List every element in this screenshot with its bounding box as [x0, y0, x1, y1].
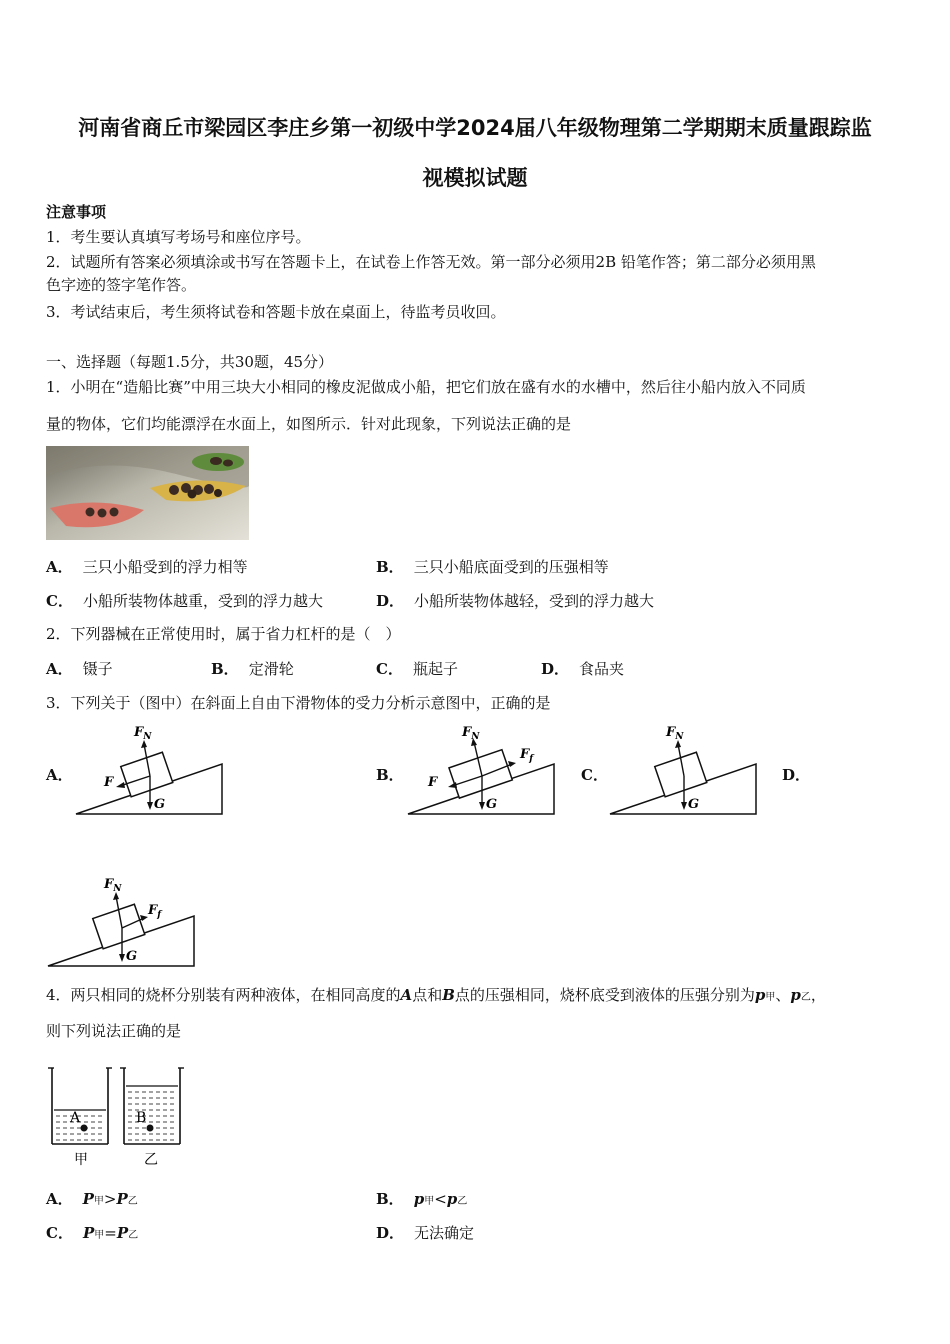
q2-stem: 2．下列器械在正常使用时，属于省力杠杆的是（ ）	[46, 625, 401, 643]
force-fn-label: F	[134, 725, 144, 740]
q2-option-a-label: A．	[46, 660, 73, 678]
q4-option-c-left: P	[82, 1224, 95, 1242]
q3-option-a-label[interactable]: A．	[46, 766, 73, 784]
force-ff-sub: f	[529, 754, 534, 764]
q4-option-a-right: P	[116, 1190, 128, 1208]
q4-option-a-left-sub: 甲	[93, 1196, 104, 1207]
svg-text:FN	[461, 725, 480, 742]
q4-option-c[interactable]	[46, 1222, 138, 1243]
svg-text:Ff	[519, 747, 535, 764]
q3-option-c-label[interactable]: C．	[581, 766, 608, 784]
force-g-label: G	[154, 797, 166, 812]
q4-option-c-right-sub: 乙	[128, 1230, 139, 1241]
q4-fig-label-yi: 乙	[144, 1152, 158, 1168]
force-g-label: G	[688, 797, 700, 812]
q1-option-c-label: C．	[46, 592, 73, 610]
q4-stem-part3: 点的压强相同，烧杯底受到液体的压强分别为	[454, 986, 755, 1004]
q4-option-c-label: C．	[46, 1224, 73, 1242]
force-ff-label: F	[148, 903, 158, 918]
q4-option-c-right: P	[116, 1224, 129, 1242]
q1-option-b[interactable]	[376, 556, 609, 577]
q4-stem-line1	[46, 985, 826, 1008]
q4-option-b[interactable]	[376, 1188, 467, 1209]
force-ff-label: F	[520, 747, 530, 762]
q1-option-c-text: 小船所装物体越重，受到的浮力越大	[82, 592, 323, 610]
q1-stem-line2: 量的物体，它们均能漂浮在水面上，如图所示．针对此现象，下列说法正确的是	[46, 415, 572, 433]
q3-stem: 3．下列关于（图中）在斜面上自由下滑物体的受力分析示意图中，正确的是	[46, 694, 551, 712]
q4-option-a-right-sub: 乙	[127, 1196, 138, 1207]
q3-option-d-label[interactable]: D．	[782, 766, 811, 784]
q2-option-b-label: B．	[211, 660, 239, 678]
q4-p-symbol: p	[790, 986, 801, 1004]
force-fn-label: F	[104, 877, 114, 892]
q4-option-d[interactable]	[376, 1222, 474, 1243]
force-fn-label: F	[462, 725, 472, 740]
q2-option-c-text: 瓶起子	[412, 660, 458, 678]
svg-text:FN	[665, 725, 684, 742]
notice-item-2a: 2．试题所有答案必须填涂或书写在答题卡上，在试卷上作答无效。第一部分必须用2B 铅笔作答；第二部分必须用黑	[46, 253, 816, 271]
svg-text:FN	[133, 725, 152, 742]
q4-option-a-label: A．	[46, 1190, 73, 1208]
q4-option-d-label: D．	[376, 1224, 405, 1242]
q4-end: ，	[810, 986, 826, 1004]
q4-stem-line2: 则下列说法正确的是	[46, 1022, 182, 1040]
q1-option-a-label: A．	[46, 558, 73, 576]
q1-option-d[interactable]	[376, 590, 654, 611]
q4-fig-label-jia: 甲	[74, 1152, 88, 1168]
q4-point-b: B	[442, 986, 455, 1004]
notice-item-2b: 色字迹的签字笔作答。	[46, 276, 197, 294]
q1-option-b-label: B．	[376, 558, 404, 576]
force-fn-sub: N	[143, 732, 152, 742]
q3-diagram-d	[46, 872, 196, 968]
q4-option-b-left-sub: 甲	[424, 1196, 435, 1207]
force-ff-sub: f	[157, 910, 162, 920]
q4-stem-part1: 4．两只相同的烧杯分别装有两种液体，在相同高度的	[46, 986, 401, 1004]
q2-option-b-text: 定滑轮	[248, 660, 294, 678]
force-f-label: F	[428, 775, 438, 790]
svg-text:Ff	[147, 903, 163, 920]
q4-point-a: A	[400, 986, 413, 1004]
q1-option-d-label: D．	[376, 592, 405, 610]
q4-beakers-figure	[46, 1064, 190, 1170]
q4-option-d-text: 无法确定	[414, 1224, 475, 1242]
notice-heading: 注意事项	[46, 203, 107, 221]
q4-fig-point-a: A	[70, 1110, 81, 1126]
q2-option-a[interactable]	[46, 658, 113, 679]
q2-option-c-label: C．	[376, 660, 403, 678]
q2-option-b[interactable]	[211, 658, 294, 679]
q4-option-b-label: B．	[376, 1190, 404, 1208]
q2-option-d-text: 食品夹	[579, 660, 625, 678]
q2-option-c[interactable]	[376, 658, 458, 679]
q1-option-a-text: 三只小船受到的浮力相等	[82, 558, 248, 576]
q2-option-d[interactable]	[541, 658, 624, 679]
q4-sep: 、	[775, 986, 791, 1004]
q3-diagram-b	[406, 720, 556, 816]
page-title-line1: 河南省商丘市梁园区李庄乡第一初级中学2024届八年级物理第二学期期末质量跟踪监	[78, 116, 872, 140]
q3-diagram-c	[608, 720, 758, 816]
force-fn-sub: N	[113, 884, 122, 894]
q3-option-b-label[interactable]: B．	[376, 766, 404, 784]
q1-option-c[interactable]	[46, 590, 323, 611]
q4-option-b-left: p	[413, 1190, 425, 1208]
force-fn-sub: N	[471, 732, 480, 742]
q4-option-a[interactable]	[46, 1188, 138, 1209]
q4-jia-sub: 甲	[765, 992, 776, 1003]
force-f-label: F	[104, 775, 114, 790]
q1-stem-line1: 1．小明在“造船比赛”中用三块大小相同的橡皮泥做成小船，把它们放在盛有水的水槽中，然后往小船内放入不同质	[46, 378, 806, 396]
q4-p-symbol: p	[754, 986, 766, 1004]
q3-diagram-a	[74, 720, 224, 816]
q4-option-b-right: p	[446, 1190, 458, 1208]
q4-yi-sub: 乙	[800, 992, 811, 1003]
q1-boats-photo	[46, 446, 249, 540]
section-heading: 一、选择题（每题1.5分，共30题，45分）	[46, 353, 334, 371]
force-g-label: G	[486, 797, 498, 812]
q4-option-c-left-sub: 甲	[94, 1230, 105, 1241]
svg-text:FN	[103, 877, 122, 894]
q1-option-d-text: 小船所装物体越轻，受到的浮力越大	[414, 592, 655, 610]
q4-option-c-op: =	[104, 1224, 117, 1242]
q4-option-a-left: P	[82, 1190, 94, 1208]
notice-item-3: 3．考试结束后，考生须将试卷和答题卡放在桌面上，待监考员收回。	[46, 303, 506, 321]
page-title-line2: 视模拟试题	[422, 166, 528, 190]
q4-option-a-op: >	[103, 1190, 117, 1208]
force-fn-sub: N	[675, 732, 684, 742]
q1-option-b-text: 三只小船底面受到的压强相等	[413, 558, 609, 576]
q4-stem-part2: 点和	[412, 986, 443, 1004]
q1-option-a[interactable]	[46, 556, 248, 577]
force-fn-label: F	[666, 725, 676, 740]
q4-option-b-right-sub: 乙	[457, 1196, 468, 1207]
notice-item-1: 1．考生要认真填写考场号和座位序号。	[46, 228, 311, 246]
q2-option-a-text: 镊子	[82, 660, 113, 678]
q2-option-d-label: D．	[541, 660, 570, 678]
force-g-label: G	[126, 949, 138, 964]
q4-option-b-op: <	[434, 1190, 447, 1208]
q4-fig-point-b: B	[136, 1110, 147, 1126]
